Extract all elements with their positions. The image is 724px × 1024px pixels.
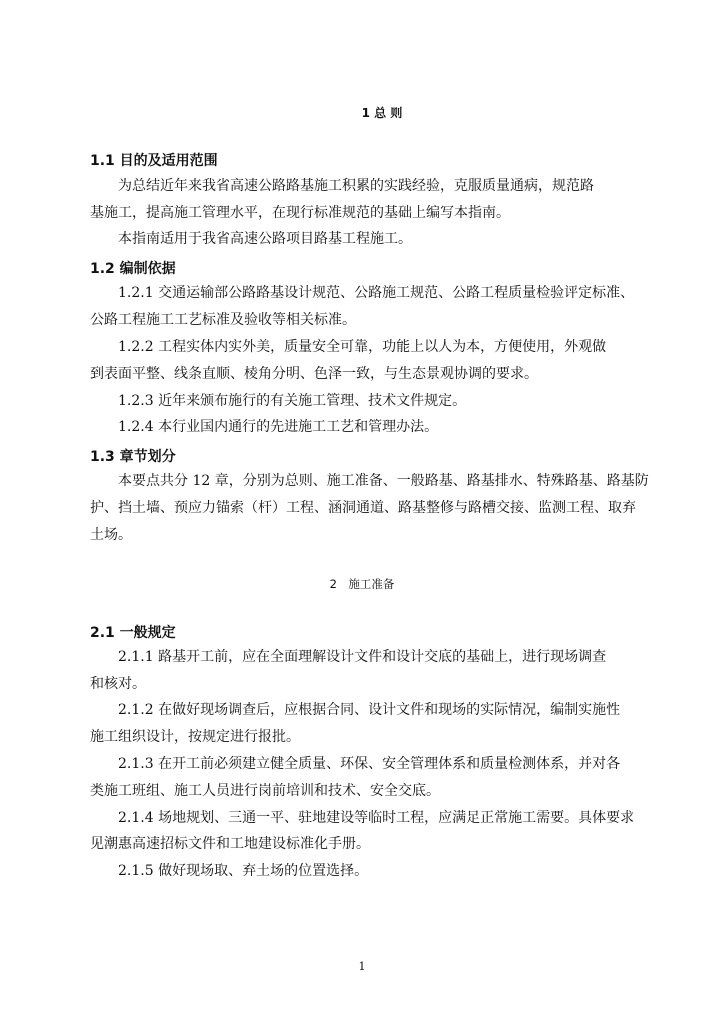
item-2-1-4-line-1: 2.1.4 场地规划、三通一平、驻地建设等临时工程，应满足正常施工需要。具体要求 [118,810,635,826]
item-2-1-3-line-2: 类施工班组、施工人员进行岗前培训和技术、安全交底。 [90,783,440,799]
item-1-2-1-line-1: 1.2.1 交通运输部公路路基设计规范、公路施工规范、公路工程质量检验评定标准、 [118,285,635,301]
chapter-2-title: 2 施工准备 [329,577,395,591]
item-2-1-2-line-1: 2.1.2 在做好现场调查后，应根据合同、设计文件和现场的实际情况，编制实施性 [118,702,621,718]
item-2-1-5: 2.1.5 做好现场取、弃土场的位置选择。 [118,863,369,879]
paragraph-1-1-line-2: 基施工，提高施工管理水平，在现行标准规范的基础上编写本指南。 [90,205,510,221]
item-1-2-1-line-2: 公路工程施工工艺标准及验收等相关标准。 [90,312,356,328]
section-1-1-heading: 1.1 目的及适用范围 [90,153,218,169]
section-1-2-heading: 1.2 编制依据 [90,261,176,277]
section-1-3-line-1: 本要点共分 12 章，分别为总则、施工准备、一般路基、路基排水、特殊路基、路基防 [118,473,649,489]
section-1-3-line-3: 土场。 [90,527,132,543]
item-1-2-3: 1.2.3 近年来颁布施行的有关施工管理、技术文件规定。 [118,393,467,409]
section-1-3-line-2: 护、挡土墙、预应力锚索（杆）工程、涵洞通道、路基整修与路槽交接、监测工程、取弃 [90,500,636,516]
section-2-1-heading: 2.1 一般规定 [90,625,176,641]
page-number: 1 [358,960,366,973]
item-2-1-4-line-2: 见潮惠高速招标文件和工地建设标准化手册。 [90,836,370,852]
item-2-1-2-line-2: 施工组织设计，按规定进行报批。 [90,729,300,745]
paragraph-1-1-scope: 本指南适用于我省高速公路项目路基工程施工。 [118,231,412,247]
item-2-1-3-line-1: 2.1.3 在开工前必须建立健全质量、环保、安全管理体系和质量检测体系，并对各 [118,756,621,772]
item-1-2-4: 1.2.4 本行业国内通行的先进施工工艺和管理办法。 [118,419,439,435]
item-2-1-1-line-1: 2.1.1 路基开工前，应在全面理解设计文件和设计交底的基础上，进行现场调查 [118,649,607,665]
item-2-1-1-line-2: 和核对。 [90,676,146,692]
item-1-2-2-line-2: 到表面平整、线条直顺、棱角分明、色泽一致，与生态景观协调的要求。 [90,366,538,382]
paragraph-1-1-line-1: 为总结近年来我省高速公路路基施工积累的实践经验，克服质量通病，规范路 [118,178,594,194]
item-1-2-2-line-1: 1.2.2 工程实体内实外美，质量安全可靠，功能上以人为本，方便使用，外观做 [118,339,607,355]
section-1-3-heading: 1.3 章节划分 [90,449,176,465]
chapter-1-title: 1 总 则 [361,106,403,120]
